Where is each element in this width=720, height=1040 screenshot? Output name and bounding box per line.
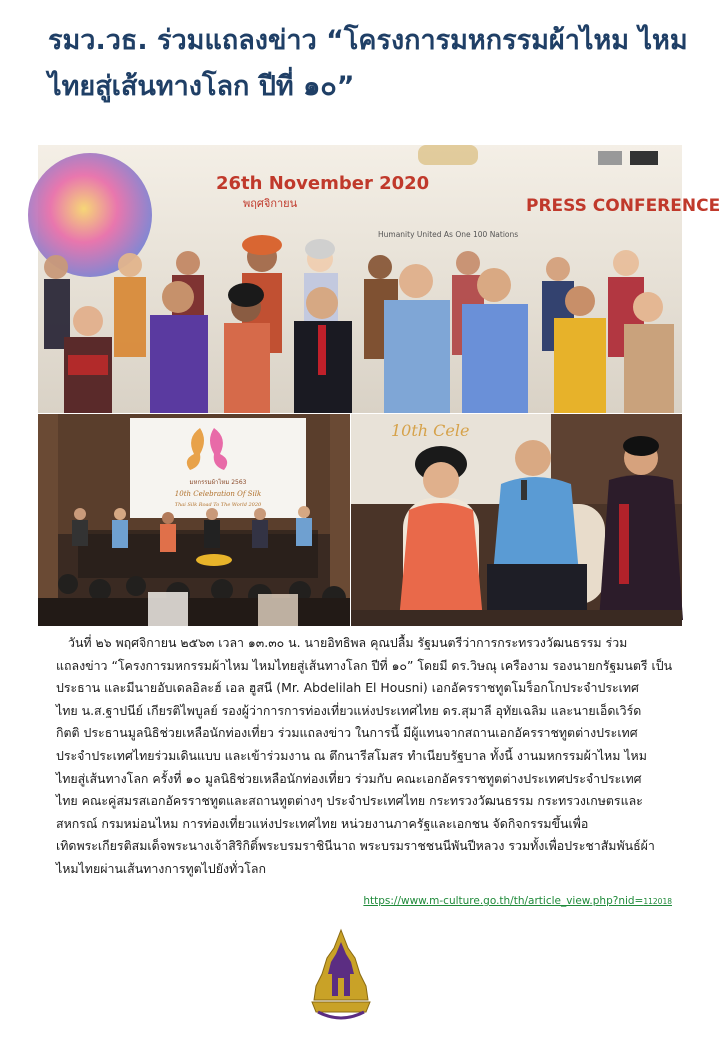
speakers-photo	[351, 414, 682, 626]
body-line: เทิดพระเกียรติสมเด็จพระนางเจ้าสิริกิติ์พระบรมราชินีนาถ พระบรมราชชนนีพันปีหลวง รวมทั้งเพื่อประชาสัมพันธ์ผ้า	[56, 838, 655, 854]
stage-panel-illustration	[38, 414, 350, 626]
banner-date: 26th November 2020	[216, 173, 430, 194]
screen-title-en: 10th Celebration Of Silk	[174, 490, 262, 498]
body-line: สหกรณ์ กรมหม่อนไหม การท่องเที่ยวแห่งประเทศไทย หน่วยงานภาครัฐและเอกชน จัดกิจกรรมขึ้นเพื่อ	[56, 815, 589, 831]
body-line: ไทย น.ส.ฐาปนีย์ เกียรติไพบูลย์ รองผู้ว่าการการท่องเที่ยวแห่งประเทศไทย ดร.สุมาลี อุทัยเฉลิม และนายเอ็ดเวิร์ด	[56, 702, 642, 718]
ministry-of-culture-emblem-icon	[308, 928, 374, 1024]
source-link-id: 112018	[643, 897, 672, 906]
screen-title-thai: มหกรรมผ้าไหม 2563	[189, 479, 247, 486]
body-line: กิตติ ประธานมูลนิธิช่วยเหลือนักท่องเที่ยว ร่วมแถลงข่าว ในการนี้ มีผู้แทนจากสถานเอกอัครราชทูตต่างประเทศ	[56, 725, 638, 741]
banner-motto: Humanity United As One 100 Nations	[378, 230, 519, 239]
screen-subtitle-en: Thai Silk Road To The World 2020	[174, 502, 262, 508]
body-line: ประธาน และมีนายอับเดลอิละฮ์ เอล ฮูสนี (Mr. Abdelilah El Housni) เอกอัครราชทูตโมร็อกโกประจำประเทศ	[56, 680, 639, 696]
title-line-1: รมว.วธ. ร่วมแถลงข่าว “โครงการมหกรรมผ้าไหม ไหม	[48, 25, 688, 56]
body-line: วันที่ ๒๖ พฤศจิกายน ๒๕๖๓ เวลา ๑๓.๓๐ น. นายอิทธิพล คุณปลื้ม รัฐมนตรีว่าการกระทรวงวัฒนธรรม ร่วม	[68, 635, 628, 650]
article-title	[48, 18, 688, 110]
stage-panel-photo	[38, 414, 350, 626]
group-photo	[38, 145, 720, 413]
source-link-url: https://www.m-culture.go.th/th/article_view.php?nid=	[363, 895, 644, 907]
speakers-illustration	[351, 414, 682, 626]
article-body	[56, 632, 696, 881]
source-link[interactable]	[363, 895, 672, 907]
body-line: ไหมไทยผ่านเส้นทางการทูตไปยังทั่วโลก	[56, 860, 266, 876]
group-photo-illustration	[38, 145, 720, 413]
body-line: ไทยสู่เส้นทางโลก ครั้งที่ ๑๐ มูลนิธิช่วยเหลือนักท่องเที่ยว ร่วมกับ คณะเอกอัครราชทูตต่างประเทศประจำประเทศ	[56, 770, 642, 786]
screen-fragment: 10th Cele	[391, 421, 470, 440]
body-line: แถลงข่าว “โครงการมหกรรมผ้าไหม ไหมไทยสู่เส้นทางโลก ปีที่ ๑๐” โดยมี ดร.วิษณุ เครืองาม รองนายกรัฐมนตรี เป็น	[56, 657, 673, 673]
banner-date-thai: พฤศจิกายน	[243, 197, 298, 210]
banner-press: PRESS CONFERENCE	[526, 196, 720, 216]
body-line: ประจำประเทศไทยร่วมเดินแบบ และเข้าร่วมงาน ณ ตึกนารีสโมสร ทำเนียบรัฐบาล ทั้งนี้ งานมหกรรมผ้าไหม ไหม	[56, 747, 647, 763]
title-line-2: ไทยสู่เส้นทางโลก ปีที่ ๑๐”	[48, 71, 355, 102]
body-line: ไทย คณะคู่สมรสเอกอัครราชทูตและสถานทูตต่างๆ ประจำประเทศไทย กระทรวงวัฒนธรรม กระทรวงเกษตรและ	[56, 793, 643, 809]
